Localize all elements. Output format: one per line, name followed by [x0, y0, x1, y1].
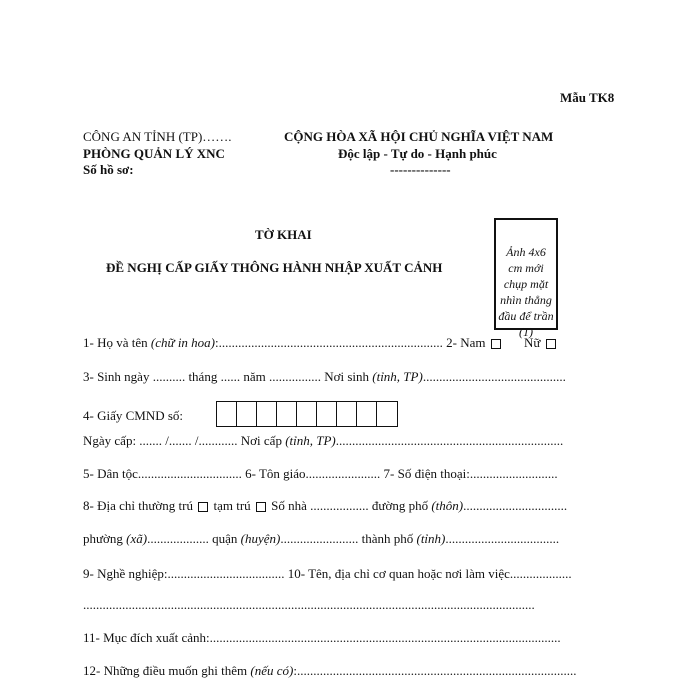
field-occupation-workplace: 9- Nghề nghiệp:.................................... 10- Tên, địa chỉ cơ quan hoặc nơi làm việc...................	[83, 566, 572, 581]
header-divider: --------------	[390, 162, 451, 177]
field-exit-purpose: 11- Mục đích xuất cảnh:............................................................................................................	[83, 630, 561, 645]
field-address: 8- Địa chỉ thường trú tạm trú Số nhà .................. đường phố (thôn)................................	[83, 498, 568, 513]
photo-number: (1)	[519, 325, 533, 339]
photo-label: Ảnh 4x6 cm mới chụp mặt nhìn thẳng đầu để trần	[498, 245, 554, 323]
national-motto: Độc lập - Tự do - Hạnh phúc	[338, 146, 497, 161]
photo-placeholder	[494, 218, 558, 339]
form-subtitle: ĐỀ NGHỊ CẤP GIẤY THÔNG HÀNH NHẬP XUẤT CẢNH	[106, 260, 443, 275]
form-title: TỜ KHAI	[255, 227, 312, 242]
field-workplace-continued: ...........................................................................................................................................	[83, 597, 535, 612]
field-id-card-label: 4- Giấy CMND số:	[83, 408, 184, 423]
female-checkbox[interactable]	[546, 339, 556, 349]
id-digit-box[interactable]	[277, 402, 297, 426]
field-full-name: 1- Họ và tên (chữ in hoa):..................................................................... 2- Nam Nữ	[83, 335, 558, 351]
id-digit-box[interactable]	[357, 402, 377, 426]
id-digit-box[interactable]	[297, 402, 317, 426]
field-issue-info: Ngày cấp: ....... /....... /............ Nơi cấp (tỉnh, TP)......................................................................	[83, 433, 564, 448]
file-number-label: Số hồ sơ:	[83, 162, 134, 177]
id-digit-box[interactable]	[377, 402, 397, 426]
police-dept: CÔNG AN TỈNH (TP)…….	[83, 129, 232, 144]
form-code: Mẫu TK8	[560, 90, 615, 105]
male-checkbox[interactable]	[491, 339, 501, 349]
field-address-detail: phường (xã)................... quận (huyện)........................ thành phố (tỉnh)...................................	[83, 531, 560, 546]
id-digit-box[interactable]	[217, 402, 237, 426]
id-digit-box[interactable]	[317, 402, 337, 426]
permanent-residence-checkbox[interactable]	[198, 502, 208, 512]
id-digit-box[interactable]	[257, 402, 277, 426]
field-additional-notes: 12- Những điều muốn ghi thêm (nếu có):......................................................................................	[83, 663, 577, 678]
field-birth: 3- Sinh ngày .......... tháng ...... năm ................ Nơi sinh (tỉnh, TP)............................................	[83, 369, 566, 384]
id-number-boxes[interactable]	[216, 401, 398, 427]
field-ethnicity-religion-phone: 5- Dân tộc................................ 6- Tôn giáo....................... 7- Số điện thoại:...........................	[83, 466, 558, 481]
temporary-residence-checkbox[interactable]	[256, 502, 266, 512]
immigration-office: PHÒNG QUẢN LÝ XNC	[83, 146, 225, 161]
id-digit-box[interactable]	[237, 402, 257, 426]
national-title: CỘNG HÒA XÃ HỘI CHỦ NGHĨA VIỆT NAM	[284, 129, 554, 144]
id-digit-box[interactable]	[337, 402, 357, 426]
